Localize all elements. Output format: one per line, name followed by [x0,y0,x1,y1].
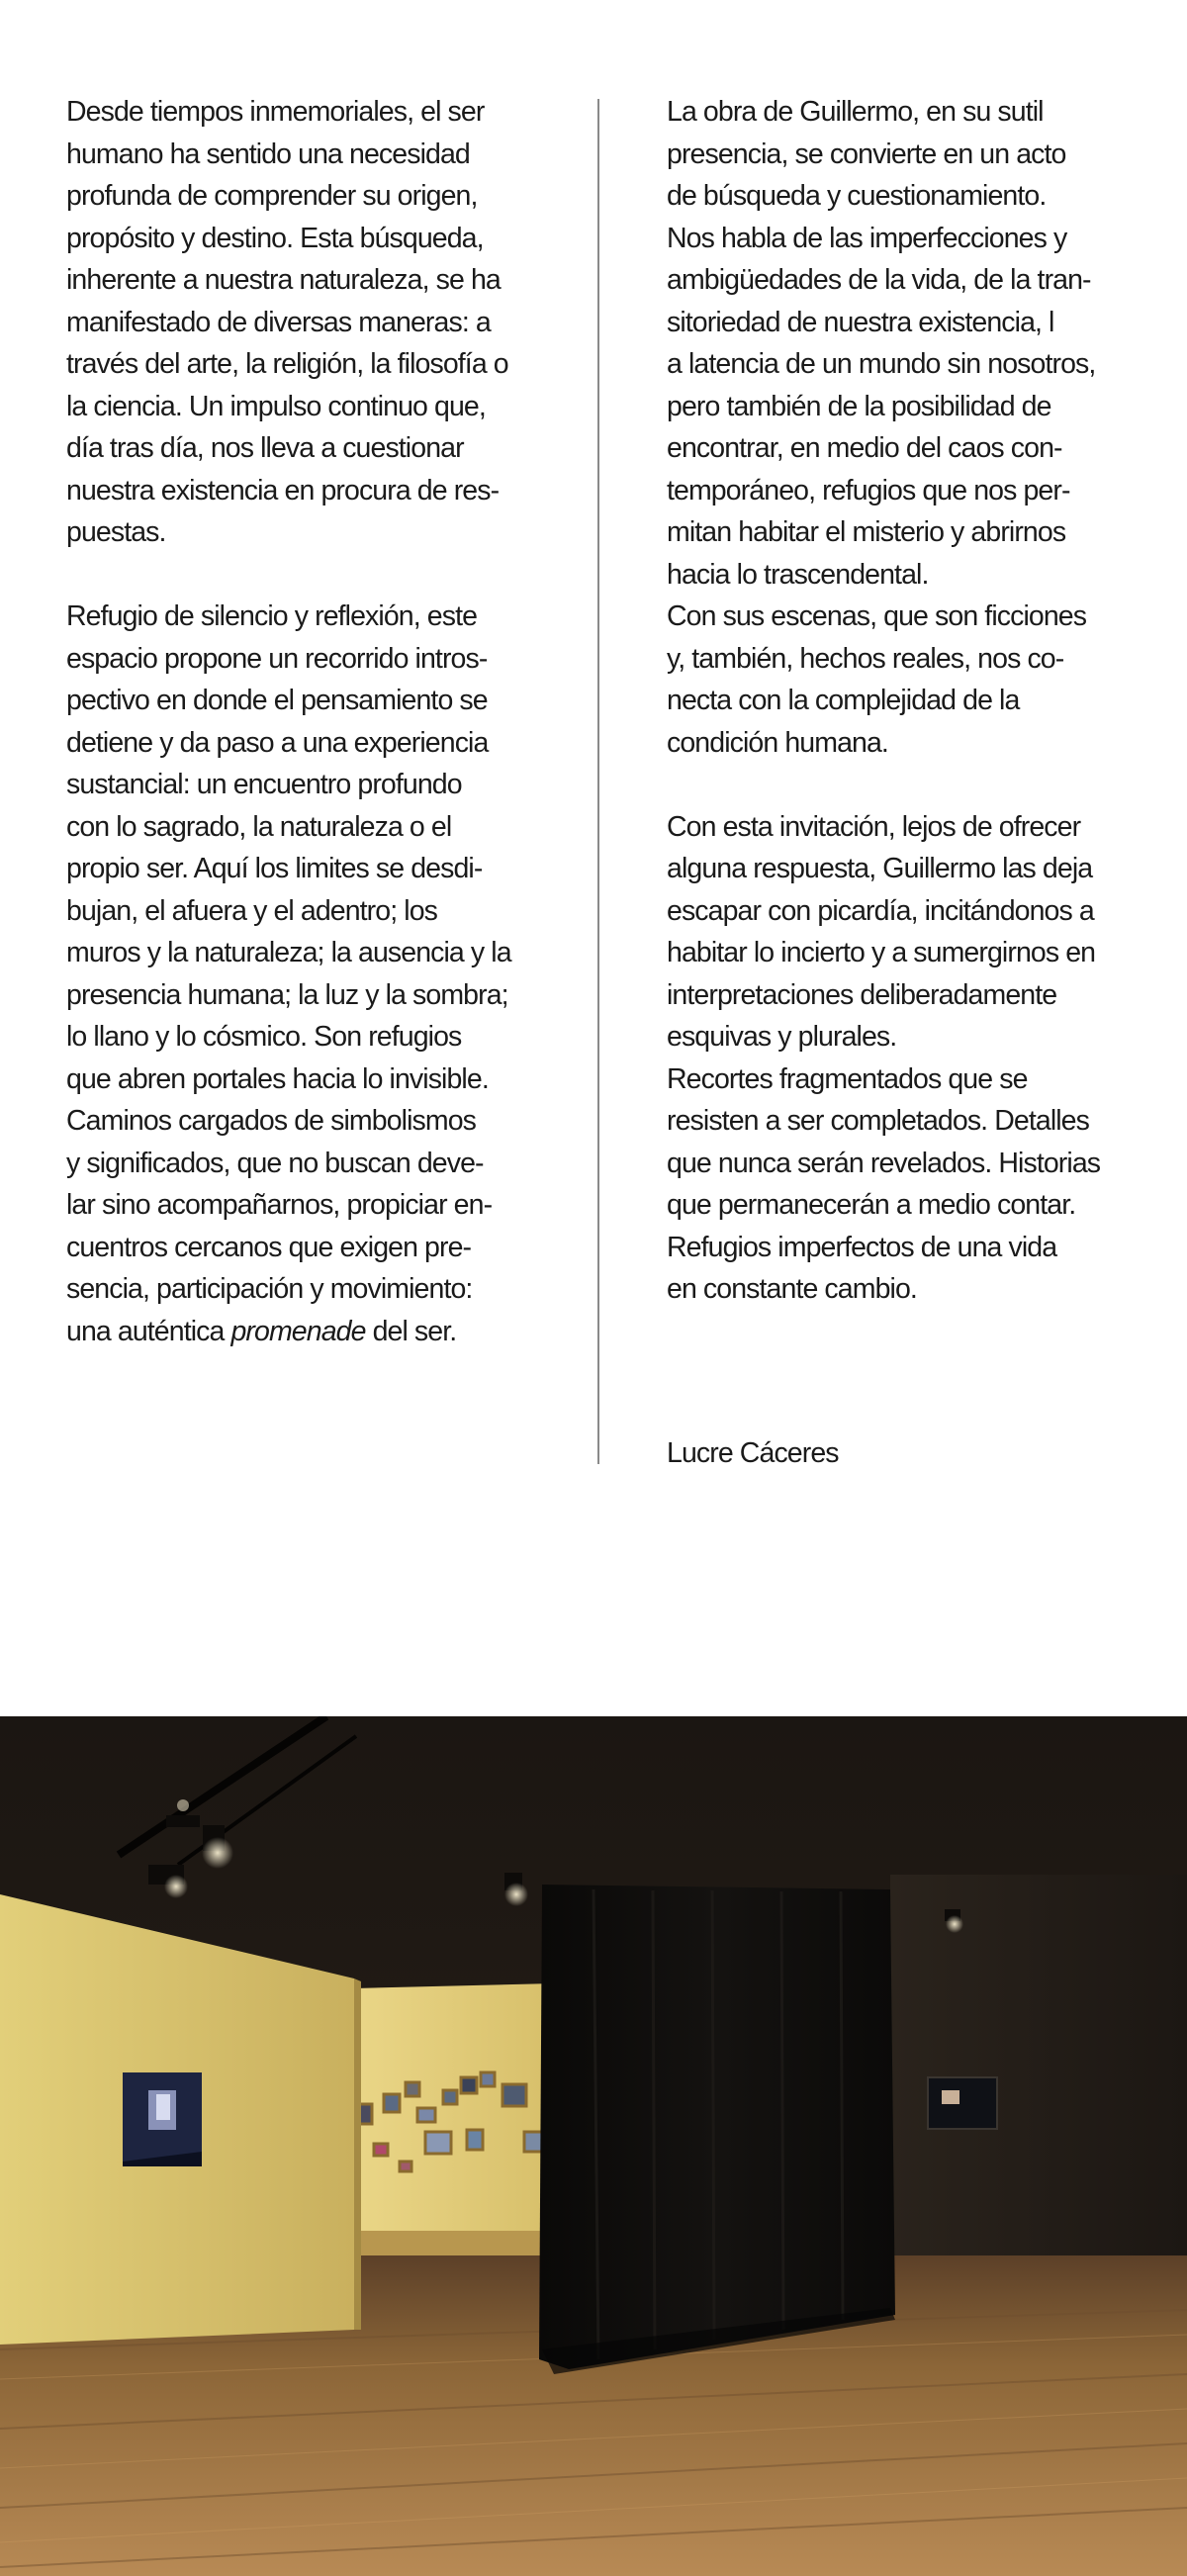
text-line: a latencia de un mundo sin nosotros, [667,348,1096,380]
text-line: con lo sagrado, la naturaleza o el [66,810,452,843]
gallery-photo [0,1716,1187,2576]
essay-paragraph [667,91,1141,764]
text-line: espacio propone un recorrido intros- [66,642,488,675]
text-line: escapar con picardía, incitándonos a [667,894,1094,927]
text-line: Con esta invitación, lejos de ofrecer [667,810,1081,843]
text-line: condición humana. [667,726,888,759]
text-line: Recortes fragmentados que se [667,1062,1028,1095]
text-line: y significados, que no buscan deve- [66,1147,484,1179]
text-line: ambigüedades de la vida, de la tran- [667,264,1091,296]
text-line: esquivas y plurales. [667,1021,897,1053]
text-line: sustancial: un encuentro profundo [66,769,462,800]
author-signature: Lucre Cáceres [667,1437,839,1469]
text-line: y, también, hechos reales, nos co- [667,642,1064,675]
text-line: detiene y da paso a una experiencia [66,726,489,759]
italic-term: promenade [230,1315,366,1347]
text-line: propio ser. Aquí los limites se desdi- [66,853,483,884]
text-line: Con sus escenas, que son ficciones [667,600,1087,632]
text-line: lo llano y lo cósmico. Son refugios [66,1021,462,1053]
text-line: sencia, participación y movimiento: [66,1273,473,1305]
text-line: de búsqueda y cuestionamiento. [667,180,1047,212]
text-line: encontrar, en medio del caos con- [667,432,1062,464]
text-line: necta con la complejidad de la [667,685,1020,716]
text-line: Refugios imperfectos de una vida [667,1231,1057,1263]
text-line: pero también de la posibilidad de [667,390,1051,422]
text-line: que permanecerán a medio contar. [667,1189,1076,1221]
text-line: que abren portales hacia lo invisible. [66,1062,489,1095]
text-line: lar sino acompañarnos, propiciar en- [66,1189,493,1221]
paragraph-gap [66,554,541,597]
text-line: presencia, se convierte en un acto [667,138,1066,170]
text-line: resisten a ser completados. Detalles [667,1105,1089,1137]
column-divider [597,99,599,1464]
text-line: hacia lo trascendental. [667,558,929,591]
text-line: humano ha sentido una necesidad [66,138,470,170]
text-line: La obra de Guillermo, en su sutil [667,96,1044,128]
text-line: presencia humana; la luz y la sombra; [66,978,508,1011]
essay-paragraph [66,91,541,554]
text-line: puestas. [66,516,166,548]
text-line: muros y la naturaleza; la ausencia y la [66,937,511,968]
text-line: través del arte, la religión, la filosofía o [66,348,508,380]
essay-left-column [66,91,541,1352]
text-line: manifestado de diversas maneras: a [66,306,491,338]
text-fragment: una auténtica [66,1315,231,1347]
text-fragment: del ser. [365,1315,457,1347]
text-line: inherente a nuestra naturaleza, se ha [66,264,501,296]
text-line: Nos habla de las imperfecciones y [667,222,1067,254]
text-line: profunda de comprender su origen, [66,180,478,212]
text-line: Desde tiempos inmemoriales, el ser [66,96,485,128]
essay-paragraph [667,806,1141,1311]
text-line: día tras día, nos lleva a cuestionar [66,432,464,464]
text-line: bujan, el afuera y el adentro; los [66,894,437,927]
text-line: alguna respuesta, Guillermo las deja [667,853,1093,884]
text-line: que nunca serán revelados. Historias [667,1147,1101,1179]
text-line: cuentros cercanos que exigen pre- [66,1231,472,1263]
text-line: propósito y destino. Esta búsqueda, [66,222,484,254]
text-line: pectivo en donde el pensamiento se [66,685,488,716]
text-line: nuestra existencia en procura de res- [66,474,500,506]
paragraph-gap [667,764,1141,806]
gallery-scene [0,1716,1187,2576]
text-line: sitoriedad de nuestra existencia, l [667,306,1054,338]
text-line: habitar lo incierto y a sumergirnos en [667,937,1096,968]
text-line: Caminos cargados de simbolismos [66,1105,477,1137]
text-line: temporáneo, refugios que nos per- [667,474,1070,506]
text-line: en constante cambio. [667,1273,917,1305]
text-line: interpretaciones deliberadamente [667,978,1057,1011]
text-line-last [66,1311,541,1353]
text-line: Refugio de silencio y reflexión, este [66,600,478,632]
text-line: la ciencia. Un impulso continuo que, [66,390,486,422]
essay-right-column [667,91,1141,1311]
essay-paragraph [66,596,541,1352]
text-line: mitan habitar el misterio y abrirnos [667,516,1066,548]
